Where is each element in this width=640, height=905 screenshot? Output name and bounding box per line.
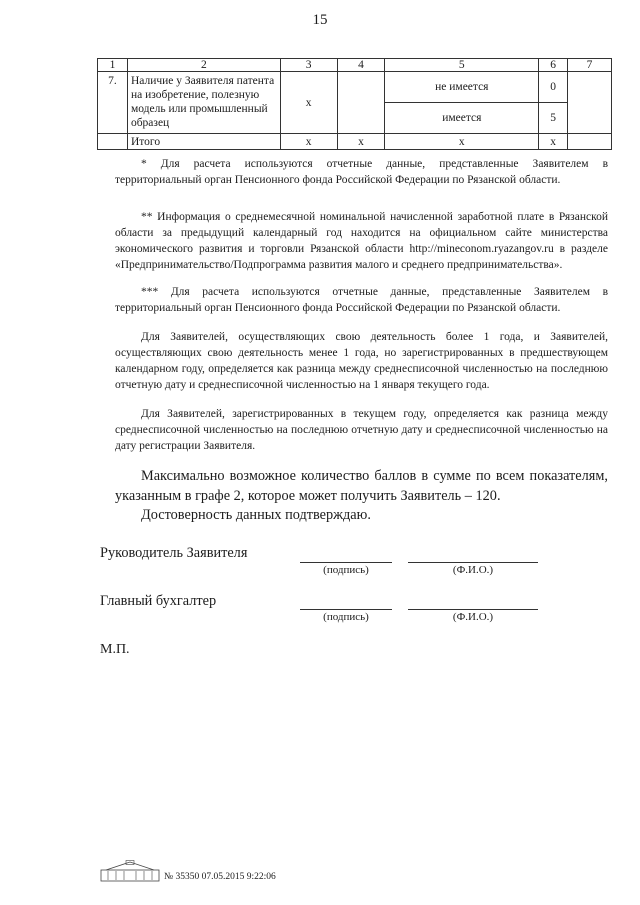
accountant-name-line xyxy=(408,609,538,610)
total-col3: x xyxy=(280,134,337,150)
option-score: 0 xyxy=(539,72,568,103)
row7-col3: x xyxy=(280,72,337,134)
footnote-1-text: * Для расчета используются отчетные данные, представленные Заявителем в территориальный орган Пенсионного фонда Российской Федерации по Рязанской области. xyxy=(115,158,608,186)
option-score: 5 xyxy=(539,103,568,134)
row7-col4 xyxy=(337,72,385,134)
accountant-sign-caption: (подпись) xyxy=(323,611,369,623)
accountant-label: Главный бухгалтер xyxy=(100,593,217,609)
header-cell: 6 xyxy=(539,59,568,72)
page-number: 15 xyxy=(312,12,328,28)
total-col4: x xyxy=(337,134,385,150)
header-cell: 4 xyxy=(337,59,385,72)
accountant-name-caption: (Ф.И.О.) xyxy=(452,611,494,623)
director-label: Руководитель Заявителя xyxy=(100,545,248,561)
footnote-2-text: ** Информация о среднемесячной номинальной начисленной заработной плате в Рязанской области за предыдущий календарный год находится на официальном сайте министерства экономического развития и торговли Рязанской области http://mineconom.ryazangov.ru в разделе «Предпринимательство/Подпрограмма развития малого и среднего предпринимательства». xyxy=(115,211,608,271)
director-signature-line xyxy=(300,562,392,563)
header-cell: 7 xyxy=(568,59,612,72)
footnote-1 xyxy=(115,156,608,188)
max-score-paragraph xyxy=(115,466,608,506)
director-name-caption: (Ф.И.О.) xyxy=(452,564,494,576)
header-cell: 5 xyxy=(385,59,539,72)
footnote-2 xyxy=(115,209,608,273)
footnote-5 xyxy=(115,406,608,454)
director-sign-caption: (подпись) xyxy=(323,564,369,576)
footnote-5-text: Для Заявителей, зарегистрированных в текущем году, определяется как разница между среднесписочной численностью на последнюю отчетную дату и среднесписочной численностью на дату регистрации Заявителя. xyxy=(115,408,608,452)
table-row xyxy=(98,72,612,103)
footer-registration-text: № 35350 07.05.2015 9:22:06 xyxy=(164,872,276,882)
option-label: не имеется xyxy=(385,72,539,103)
stamp-label: М.П. xyxy=(100,642,130,657)
total-label: Итого xyxy=(127,134,280,150)
total-row xyxy=(98,134,612,150)
total-col6: x xyxy=(539,134,568,150)
director-name-line xyxy=(408,562,538,563)
registry-emblem-icon xyxy=(100,860,160,882)
total-col5: x xyxy=(385,134,539,150)
criteria-table xyxy=(97,58,612,150)
criterion-description: Наличие у Заявителя патента на изобретение, полезную модель или промышленный образец xyxy=(127,72,280,134)
header-cell: 2 xyxy=(127,59,280,72)
accountant-signature-line xyxy=(300,609,392,610)
footnote-4 xyxy=(115,329,608,393)
registration-footer xyxy=(100,860,276,882)
total-blank xyxy=(98,134,128,150)
confirm-paragraph xyxy=(115,505,608,525)
footnote-3-text: *** Для расчета используются отчетные данные, представленные Заявителем в территориальный орган Пенсионного фонда Российской Федерации по Рязанской области. xyxy=(115,286,608,314)
footnote-3 xyxy=(115,284,608,316)
max-score-text: Максимально возможное количество баллов в сумме по всем показателям, указанным в графе 2, которое может получить Заявитель – 120. xyxy=(115,468,608,504)
header-cell: 1 xyxy=(98,59,128,72)
table-header-row xyxy=(98,59,612,72)
row7-col7 xyxy=(568,72,612,134)
option-label: имеется xyxy=(385,103,539,134)
row-number: 7. xyxy=(98,72,128,134)
header-cell: 3 xyxy=(280,59,337,72)
confirm-text: Достоверность данных подтверждаю. xyxy=(141,507,371,523)
total-col7 xyxy=(568,134,612,150)
footnote-4-text: Для Заявителей, осуществляющих свою деятельность более 1 года, и Заявителей, осуществляющих свою деятельность менее 1 года, но зарегистрированных в предшествующем календарном году, определяется как разница между среднесписочной численностью на последнюю отчетную дату и среднесписочной численностью на 1 января текущего года. xyxy=(115,331,608,391)
